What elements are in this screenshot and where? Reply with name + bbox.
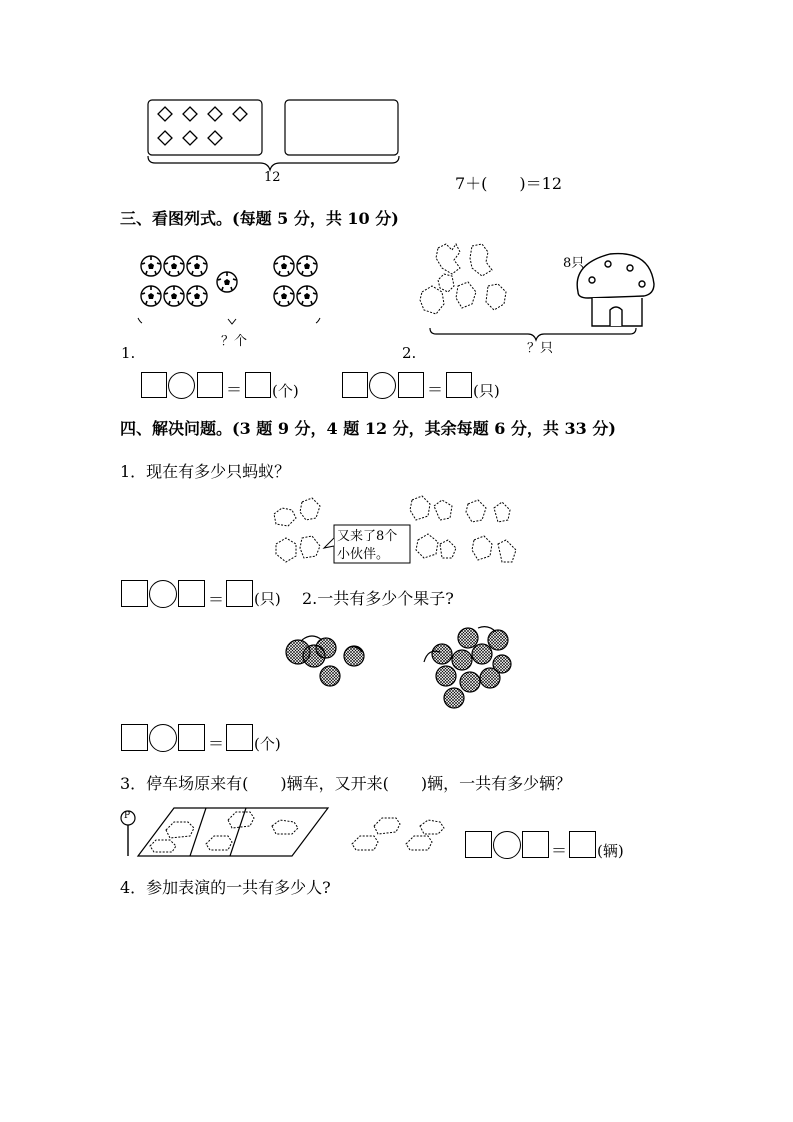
fruits-figure <box>282 622 522 712</box>
operator-circle[interactable] <box>493 831 521 859</box>
answer-box[interactable] <box>226 724 253 751</box>
q2-brace-label: ？只 <box>527 341 554 356</box>
answer-box[interactable] <box>342 372 368 398</box>
speech-line-1: 又来了8个 <box>337 529 398 544</box>
s4-q3-text: 3．停车场原来有( )辆车，又开来( )辆，一共有多少辆？ <box>120 774 572 793</box>
unit-label: (个) <box>254 735 281 753</box>
answer-box[interactable] <box>178 580 205 607</box>
unit-label: (辆) <box>597 842 624 860</box>
section3-heading: 三、看图列式。(每题 5 分，共 10 分) <box>120 209 399 228</box>
answer-box[interactable] <box>569 831 596 858</box>
answer-box[interactable] <box>121 580 148 607</box>
equals-sign: ＝ <box>208 734 225 753</box>
mushroom-house <box>577 254 654 326</box>
answer-box[interactable] <box>226 580 253 607</box>
fruit-group-left <box>286 636 364 686</box>
answer-box[interactable] <box>141 372 167 398</box>
diamonds <box>158 107 247 145</box>
s4-q2-text: 2.一共有多少个果子? <box>302 589 454 608</box>
top-equation: 7＋( )＝12 <box>455 174 563 193</box>
unit-label: (只) <box>254 590 281 608</box>
s3-q2-label: 2. <box>402 344 417 362</box>
parking-lot-figure <box>116 800 456 860</box>
rabbits-brace <box>430 328 636 340</box>
equals-sign: ＝ <box>208 590 225 609</box>
car-sketches <box>150 812 444 852</box>
s4-q4-text: 4．参加表演的一共有多少人? <box>120 878 331 897</box>
parking-sign-letter: P <box>124 811 131 821</box>
rabbits-mushroom-figure <box>416 240 656 352</box>
operator-circle[interactable] <box>168 372 195 399</box>
operator-circle[interactable] <box>149 580 177 608</box>
answer-box[interactable] <box>398 372 424 398</box>
left-box <box>148 100 262 155</box>
s4-q1-text: 1．现在有多少只蚂蚁？ <box>120 462 291 481</box>
operator-circle[interactable] <box>149 724 177 752</box>
speech-pointer <box>324 538 334 548</box>
equals-sign: ＝ <box>551 841 568 860</box>
s3-q1-label: 1. <box>121 344 136 362</box>
equals-sign: ＝ <box>427 380 444 399</box>
rabbit-sketches <box>420 244 506 314</box>
unit-label: (个) <box>272 382 299 400</box>
speech-line-2: 小伙伴。 <box>337 547 390 562</box>
answer-box[interactable] <box>522 831 549 858</box>
answer-box[interactable] <box>465 831 492 858</box>
answer-box[interactable] <box>121 724 148 751</box>
answer-box[interactable] <box>197 372 223 398</box>
soccer-balls-figure <box>130 252 335 332</box>
unit-label: (只) <box>473 382 500 400</box>
q2-count-label: 8只 <box>563 256 585 271</box>
answer-box[interactable] <box>446 372 472 398</box>
equals-sign: ＝ <box>226 380 243 399</box>
section4-heading: 四、解决问题。(3 题 9 分，4 题 12 分，其余每题 6 分，共 33 分) <box>120 419 616 438</box>
answer-box[interactable] <box>178 724 205 751</box>
fruit-group-right <box>424 627 511 708</box>
answer-box[interactable] <box>245 372 271 398</box>
q1-brace-label: ？个 <box>221 334 248 349</box>
right-box <box>285 100 398 155</box>
brace-total-label: 12 <box>264 170 281 185</box>
operator-circle[interactable] <box>369 372 396 399</box>
brace <box>148 156 399 170</box>
